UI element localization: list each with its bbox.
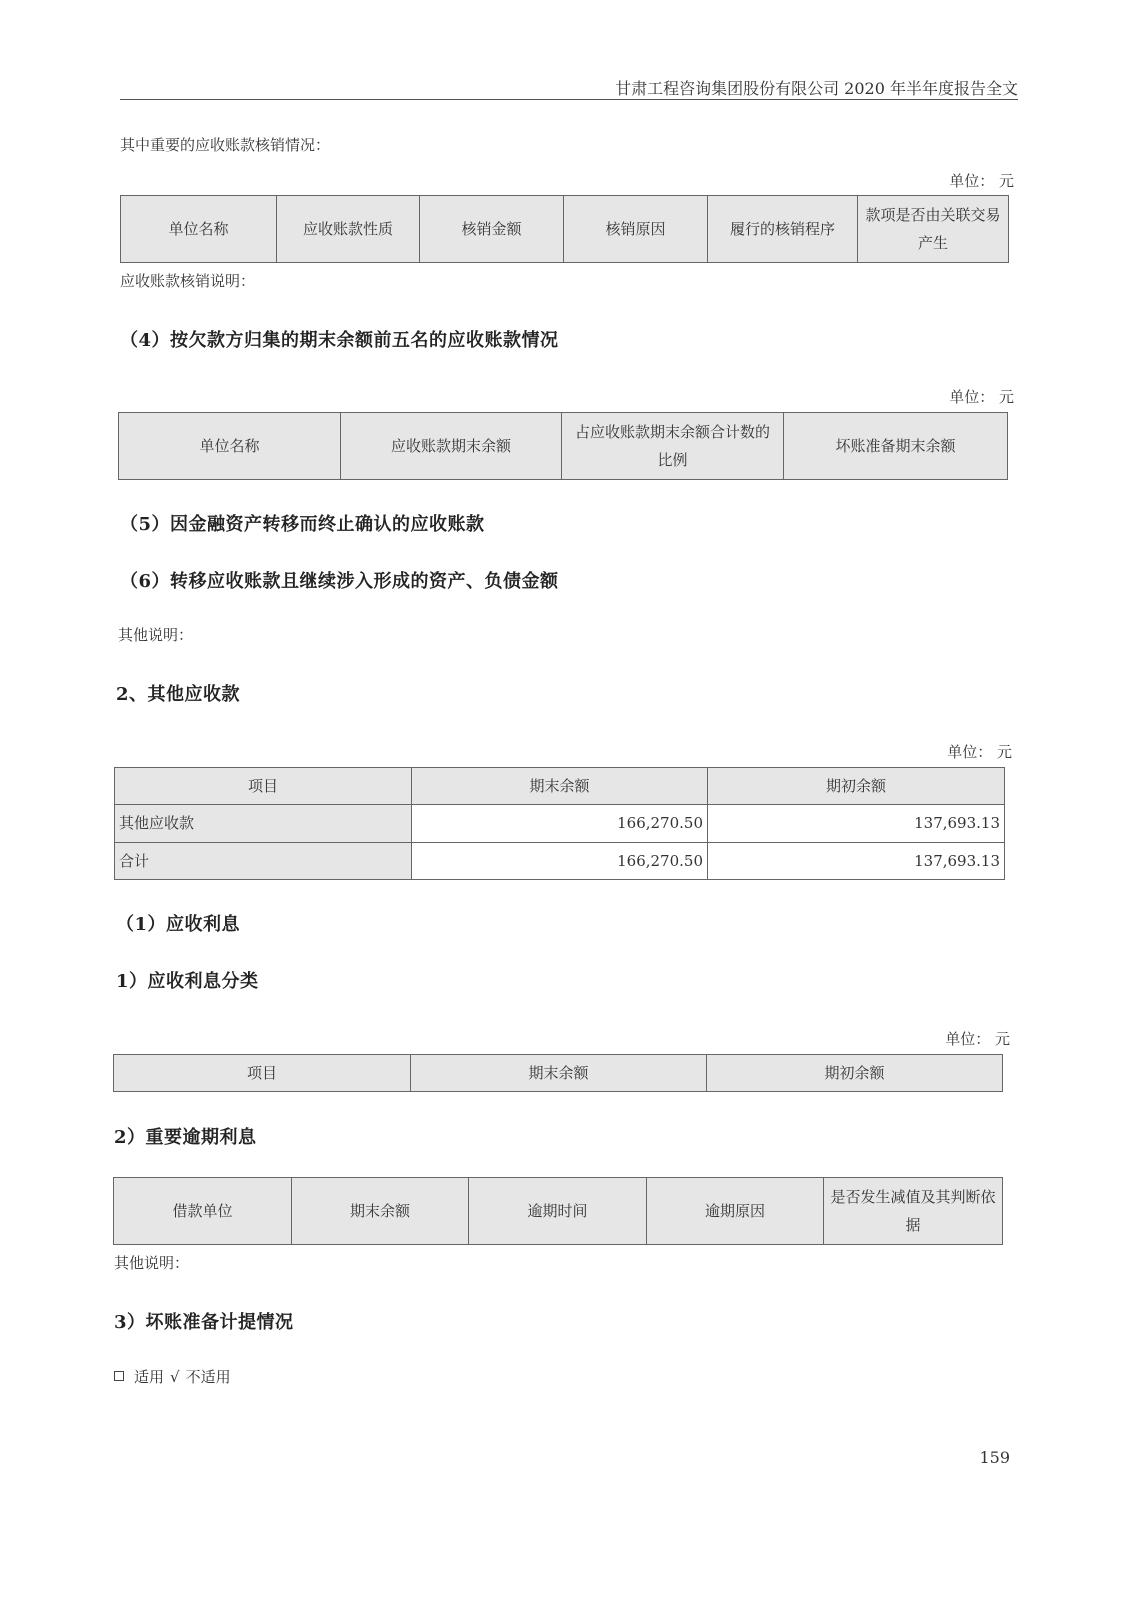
column-header: 核销金额 <box>420 196 564 263</box>
column-header: 是否发生减值及其判断依据 <box>824 1178 1003 1245</box>
column-header: 借款单位 <box>114 1178 292 1245</box>
column-header: 占应收账款期末余额合计数的比例 <box>562 413 784 480</box>
column-header: 逾期时间 <box>469 1178 647 1245</box>
column-header: 单位名称 <box>119 413 341 480</box>
other-receivables-unit: 单位： 元 <box>947 743 1012 761</box>
check-mark-icon: √ <box>170 1368 180 1386</box>
table-header-row <box>115 768 1005 805</box>
applicable-label: 适用 <box>134 1368 165 1386</box>
column-header: 履行的核销程序 <box>708 196 858 263</box>
section-4-heading: （4）按欠款方归集的期末余额前五名的应收账款情况 <box>120 330 559 351</box>
overdue-interest-table <box>113 1177 1003 1245</box>
begin-balance-cell: 137,693.13 <box>708 842 1005 879</box>
bad-debt-heading: 3）坏账准备计提情况 <box>114 1312 294 1333</box>
other-receivables-table <box>114 767 1005 880</box>
other-receivables-heading: 2、其他应收款 <box>116 684 241 705</box>
column-header: 单位名称 <box>121 196 277 263</box>
interest-classification-table <box>113 1054 1003 1092</box>
table-row <box>115 805 1005 842</box>
overdue-interest-heading: 2）重要逾期利息 <box>114 1127 257 1148</box>
row-label: 合计 <box>115 842 412 879</box>
column-header: 应收账款期末余额 <box>341 413 562 480</box>
column-header: 期末余额 <box>411 1055 707 1092</box>
end-balance-cell: 166,270.50 <box>412 842 708 879</box>
empty-checkbox-icon <box>114 1371 124 1381</box>
column-header: 期初余额 <box>707 1055 1003 1092</box>
column-header: 逾期原因 <box>647 1178 824 1245</box>
not-applicable-label: 不适用 <box>185 1368 231 1386</box>
column-header: 期末余额 <box>412 768 708 805</box>
column-header: 核销原因 <box>564 196 708 263</box>
page-number: 159 <box>979 1448 1010 1467</box>
interest-classification-heading: 1）应收利息分类 <box>116 971 259 992</box>
table-header-row <box>114 1178 1003 1245</box>
column-header: 项目 <box>114 1055 411 1092</box>
column-header: 款项是否由关联交易产生 <box>858 196 1009 263</box>
page-header-title: 甘肃工程咨询集团股份有限公司 2020 年半年度报告全文 <box>615 79 1018 98</box>
end-balance-cell: 166,270.50 <box>412 805 708 842</box>
header-rule <box>120 99 1018 100</box>
column-header: 期末余额 <box>292 1178 469 1245</box>
top-five-receivables-table <box>118 412 1008 480</box>
writeoff-table <box>120 195 1009 263</box>
table-row <box>115 842 1005 879</box>
writeoff-intro: 其中重要的应收账款核销情况： <box>120 136 331 154</box>
applicability-row <box>114 1366 231 1387</box>
interest-classification-unit: 单位： 元 <box>945 1030 1010 1048</box>
section-6-heading: （6）转移应收账款且继续涉入形成的资产、负债金额 <box>120 571 559 592</box>
row-label: 其他应收款 <box>115 805 412 842</box>
writeoff-note: 应收账款核销说明： <box>120 272 256 290</box>
section-5-heading: （5）因金融资产转移而终止确认的应收账款 <box>120 514 485 535</box>
column-header: 期初余额 <box>708 768 1005 805</box>
column-header: 项目 <box>115 768 412 805</box>
overdue-interest-note: 其他说明： <box>114 1254 190 1272</box>
interest-heading: （1）应收利息 <box>116 914 241 935</box>
column-header: 坏账准备期末余额 <box>784 413 1008 480</box>
section-4-unit: 单位： 元 <box>949 388 1014 406</box>
begin-balance-cell: 137,693.13 <box>708 805 1005 842</box>
table-header-row <box>121 196 1009 263</box>
table-header-row <box>114 1055 1003 1092</box>
other-note: 其他说明： <box>118 626 194 644</box>
column-header: 应收账款性质 <box>277 196 420 263</box>
writeoff-unit: 单位： 元 <box>949 172 1014 190</box>
table-header-row <box>119 413 1008 480</box>
